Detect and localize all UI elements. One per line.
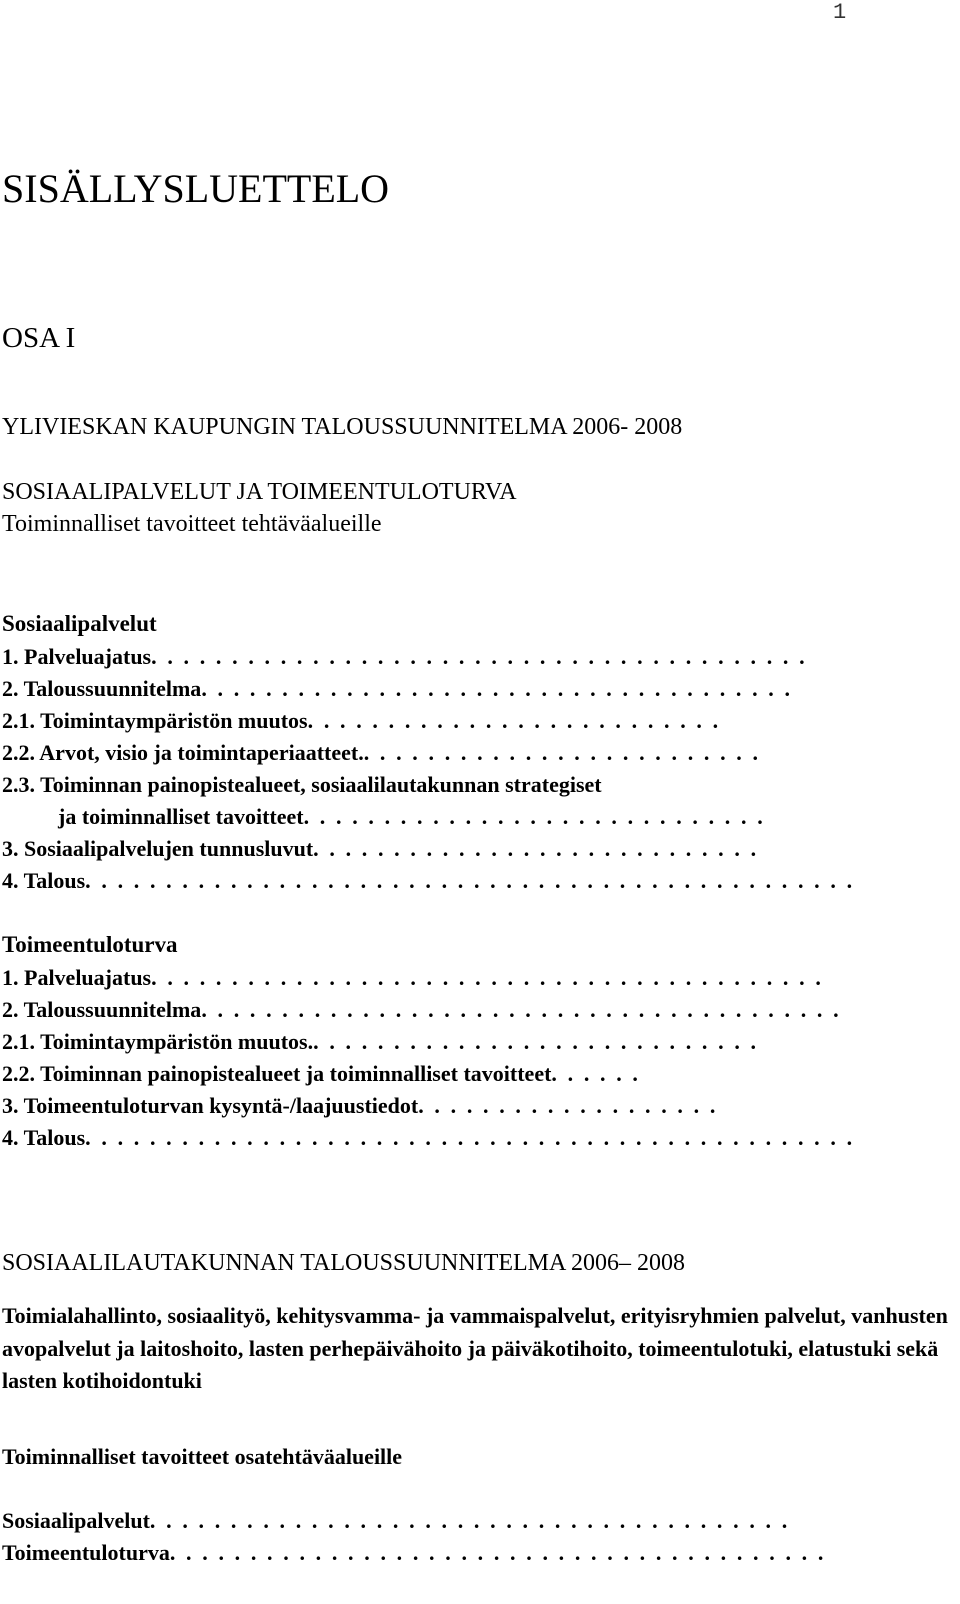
plan-title: YLIVIESKAN KAUPUNGIN TALOUSSUUNNITELMA 2006- 2008	[2, 414, 683, 440]
toc-leader-dots: . . . . . . . . . . . . . . . . . . . . . . . . . . . . . . . . . . . . . . . .	[149, 1508, 790, 1533]
toc-entry-label: Sosiaalipalvelut	[2, 1508, 150, 1533]
toc-entry-label: 2.1. Toimintaympäristön muutos.	[2, 1029, 314, 1054]
toc-leader-dots: . . . . . . . . . . . . . . . . . . . . . . . . . . . . . . . . . . . . . . . .	[201, 997, 842, 1022]
toc-entry-label: 1. Palveluajatus	[2, 644, 152, 669]
toc-entry[interactable]	[2, 866, 855, 896]
toc-entry-label: 4. Talous	[2, 868, 86, 893]
toc-entry-label: 3. Sosiaalipalvelujen tunnusluvut	[2, 836, 314, 861]
toc-leader-dots: . . . . . . . . . . . . . . . . . . . . . . . . . . . . . . . . . . . . . . . . . . . . . . . .	[85, 868, 855, 893]
toc-leader-dots: . . . . . . . . . . . . . . . . . . . . . . . . . . . .	[313, 836, 759, 861]
toc-leader-dots: . . . . . . . . . . . . . . . . . . .	[418, 1093, 718, 1118]
toc-leader-dots: . . . . . . . . . . . . . . . . . . . . . . . . . . . . . . . . . . . . . . . . . . . . . . . .	[85, 1125, 855, 1150]
toc-leader-dots: . . . . . . . . . . . . . . . . . . . . . . . . . . . . . . . . . . . . . . . . . .	[151, 965, 824, 990]
toc-entry[interactable]	[2, 834, 759, 864]
toc-entry-label: 3. Toimeentuloturvan kysyntä-/laajuustiedot	[2, 1093, 419, 1118]
toc-entry[interactable]	[2, 1059, 641, 1089]
page-number: 1	[833, 0, 847, 25]
toc-entry-label: 2.2. Arvot, visio ja toimintaperiaatteet.	[2, 740, 364, 765]
document-title: SISÄLLYSLUETTELO	[2, 166, 390, 211]
toc-leader-dots: . . . . . .	[551, 1061, 641, 1086]
toc-entry[interactable]	[2, 770, 602, 800]
toc-entry-label: 4. Talous	[2, 1125, 86, 1150]
toc-leader-dots: . . . . . . . . . . . . . . . . . . . . . . . . . .	[307, 708, 721, 733]
toc-entry[interactable]	[2, 995, 841, 1025]
toc-leader-dots: . . . . . . . . . . . . . . . . . . . . . . . . . . . . . . . . . . . . . . . . .	[169, 1540, 826, 1565]
toc-leader-dots: . . . . . . . . . . . . . . . . . . . . . . . . . . . . . . . . . . . . .	[201, 676, 793, 701]
toc-entry[interactable]	[2, 963, 823, 993]
toc-group-heading: Sosiaalipalvelut	[2, 611, 157, 636]
toc-entry-label: Toimeentuloturva	[2, 1540, 170, 1565]
board-plan-description: Toimialahallinto, sosiaalityö, kehitysvamma- ja vammaispalvelut, erityisryhmien palvelut, vanhusten avopalvelut ja laitoshoito, lasten perhepäivähoito ja päiväkotihoito, toimeentulotuki, elatustuki sekä lasten kotihoidontuki	[2, 1303, 948, 1393]
section-subheading: Toiminnalliset tavoitteet tehtäväalueille	[2, 511, 382, 537]
toc-entry[interactable]	[58, 802, 765, 832]
toc-entry[interactable]	[2, 1123, 855, 1153]
subunit-heading: Toiminnalliset tavoitteet osatehtäväalueille	[2, 1444, 403, 1469]
toc-leader-dots: . . . . . . . . . . . . . . . . . . . . . . . . . . . . . . . . . . . . . . . . .	[151, 644, 808, 669]
toc-entry-label: 1. Palveluajatus	[2, 965, 152, 990]
toc-entry[interactable]	[2, 1506, 790, 1536]
toc-entry-label: 2.3. Toiminnan painopistealueet, sosiaalilautakunnan strategiset	[2, 772, 602, 797]
board-plan-title: SOSIAALILAUTAKUNNAN TALOUSSUUNNITELMA 2006– 2008	[2, 1250, 686, 1276]
toc-group-heading: Toimeentuloturva	[2, 932, 178, 957]
toc-entry[interactable]	[2, 642, 807, 672]
toc-entry-label: 2.2. Toiminnan painopistealueet ja toiminnalliset tavoitteet	[2, 1061, 552, 1086]
section-heading: SOSIAALIPALVELUT JA TOIMEENTULOTURVA	[2, 479, 517, 505]
toc-entry-label: 2.1. Toimintaympäristön muutos	[2, 708, 308, 733]
toc-entry[interactable]	[2, 738, 761, 768]
part-heading: OSA I	[2, 322, 76, 354]
toc-entry-label: ja toiminnalliset tavoitteet	[58, 804, 304, 829]
toc-leader-dots: . . . . . . . . . . . . . . . . . . . . . . . . .	[363, 740, 761, 765]
toc-leader-dots: . . . . . . . . . . . . . . . . . . . . . . . . . . . .	[313, 1029, 759, 1054]
toc-entry[interactable]	[2, 1538, 826, 1568]
toc-entry-label: 2. Taloussuunnitelma	[2, 676, 202, 701]
toc-entry[interactable]	[2, 674, 793, 704]
toc-entry[interactable]	[2, 1027, 759, 1057]
toc-entry[interactable]	[2, 1091, 718, 1121]
toc-leader-dots: . . . . . . . . . . . . . . . . . . . . . . . . . . . . .	[303, 804, 766, 829]
toc-entry[interactable]	[2, 706, 721, 736]
toc-entry-label: 2. Taloussuunnitelma	[2, 997, 202, 1022]
